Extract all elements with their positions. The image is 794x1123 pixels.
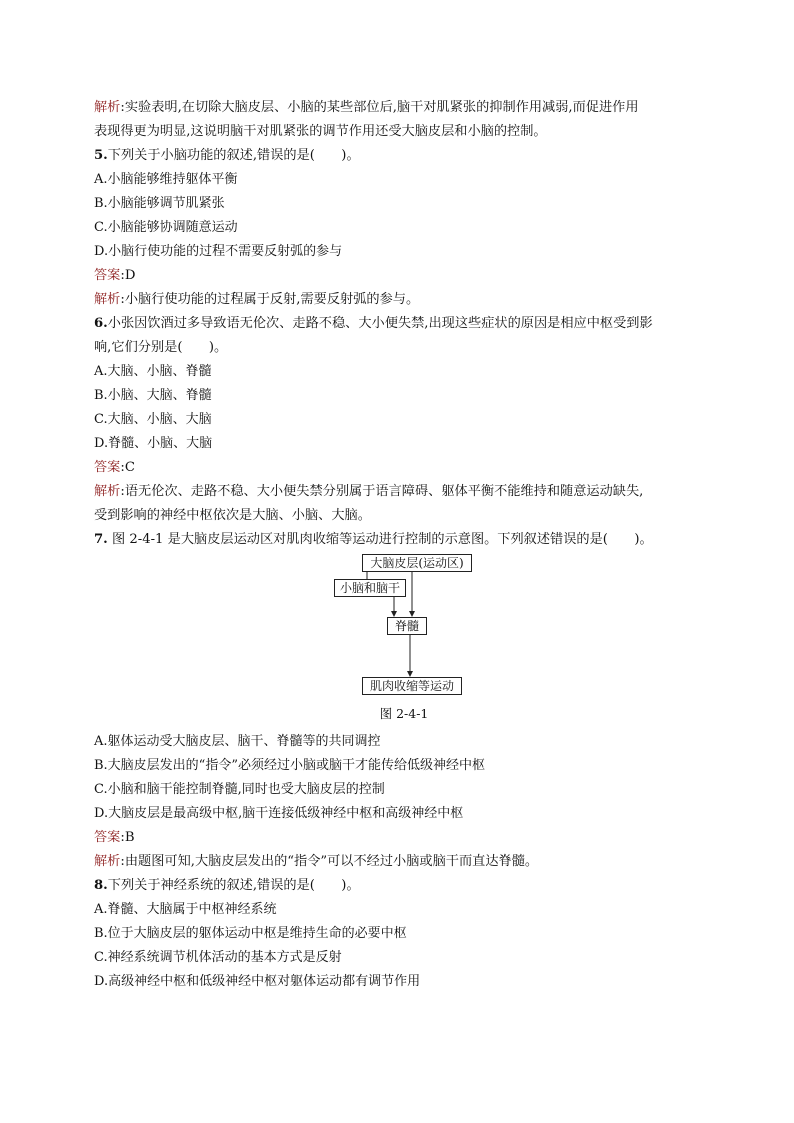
q8-option-c: C.神经系统调节机体活动的基本方式是反射: [94, 950, 342, 965]
q6-analysis-2: 受到影响的神经中枢依次是大脑、小脑、大脑。: [94, 508, 371, 523]
q8-stem: 8.下列关于神经系统的叙述,错误的是( )。: [94, 878, 360, 893]
q7-answer: 答案:B: [94, 830, 135, 845]
q5-option-d: D.小脑行使功能的过程不需要反射弧的参与: [94, 244, 343, 259]
intro-analysis-line-2: 表现得更为明显,这说明脑干对肌紧张的调节作用还受大脑皮层和小脑的控制。: [94, 124, 547, 139]
q6-option-b: B.小脑、大脑、脊髓: [94, 388, 212, 403]
q5-stem: 5.下列关于小脑功能的叙述,错误的是( )。: [94, 148, 360, 163]
q8-option-a: A.脊髓、大脑属于中枢神经系统: [94, 902, 277, 917]
q5-option-a: A.小脑能够维持躯体平衡: [94, 172, 238, 187]
intro-analysis-line-1: 解析:实验表明,在切除大脑皮层、小脑的某些部位后,脑干对肌紧张的抑制作用减弱,而促进作用: [94, 100, 639, 115]
q6-stem-2: 响,它们分别是( )。: [94, 340, 228, 355]
q6-option-c: C.大脑、小脑、大脑: [94, 412, 212, 427]
q7-diagram: [94, 554, 704, 702]
q7-analysis: 解析:由题图可知,大脑皮层发出的“指令”可以不经过小脑或脑干而直达脊髓。: [94, 854, 539, 869]
q6-option-a: A.大脑、小脑、脊髓: [94, 364, 212, 379]
box-spinal-cord: 脊髓: [387, 617, 427, 635]
q7-stem: 7. 图 2-4-1 是大脑皮层运动区对肌肉收缩等运动进行控制的示意图。下列叙述错误的是( )。: [94, 532, 653, 547]
q5-option-b: B.小脑能够调节肌紧张: [94, 196, 225, 211]
analysis-label: 解析: [94, 100, 121, 115]
q7-figure-caption: 图 2-4-1: [379, 706, 429, 721]
box-cortex: 大脑皮层(运动区): [362, 554, 472, 572]
q5-option-c: C.小脑能够协调随意运动: [94, 220, 238, 235]
q6-option-d: D.脊髓、小脑、大脑: [94, 436, 213, 451]
q6-answer: 答案:C: [94, 460, 135, 475]
q7-option-d: D.大脑皮层是最高级中枢,脑干连接低级神经中枢和高级神经中枢: [94, 806, 464, 821]
q7-option-c: C.小脑和脑干能控制脊髓,同时也受大脑皮层的控制: [94, 782, 385, 797]
q7-option-a: A.躯体运动受大脑皮层、脑干、脊髓等的共同调控: [94, 734, 381, 749]
box-cerebellum-brainstem: 小脑和脑干: [334, 579, 406, 597]
q5-answer: 答案:D: [94, 268, 136, 283]
q6-analysis-1: 解析:语无伦次、走路不稳、大小便失禁分别属于语言障碍、躯体平衡不能维持和随意运动缺失,: [94, 484, 644, 499]
q5-analysis: 解析:小脑行使功能的过程属于反射,需要反射弧的参与。: [94, 292, 420, 307]
q8-option-d: D.高级神经中枢和低级神经中枢对躯体运动都有调节作用: [94, 974, 421, 989]
document-page: [94, 96, 704, 994]
q7-option-b: B.大脑皮层发出的“指令”必须经过小脑或脑干才能传给低级神经中枢: [94, 758, 485, 773]
box-muscle-movement: 肌肉收缩等运动: [362, 677, 462, 695]
q8-option-b: B.位于大脑皮层的躯体运动中枢是维持生命的必要中枢: [94, 926, 407, 941]
q6-stem-1: 6.小张因饮酒过多导致语无伦次、走路不稳、大小便失禁,出现这些症状的原因是相应中枢受到影: [94, 316, 653, 331]
